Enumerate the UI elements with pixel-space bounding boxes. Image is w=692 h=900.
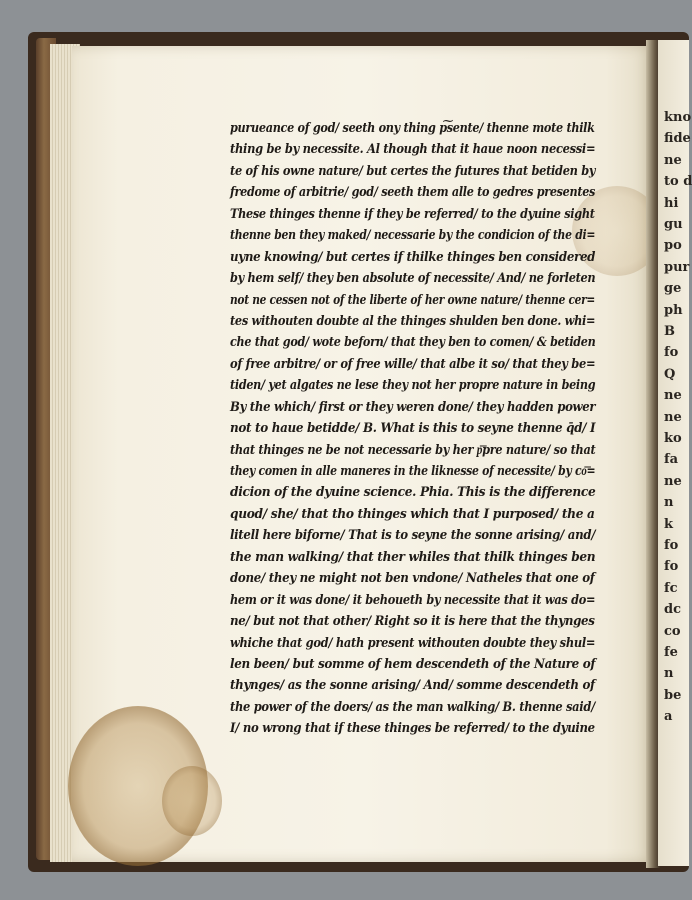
facing-page-fragment: fo — [664, 345, 679, 361]
text-line: te of his owne nature/ but certes the futures that betiden by — [230, 163, 596, 179]
text-line: quod/ she/ that tho thinges which that I purposed/ the a — [230, 506, 595, 522]
facing-page-fragment: fo — [664, 538, 679, 553]
facing-page-fragment: B — [664, 324, 675, 339]
facing-page-fragment: to d — [664, 174, 692, 190]
facing-page-fragment: ne — [664, 473, 682, 489]
facing-page-fragment: fa — [664, 452, 679, 468]
facing-page-fragment: k — [664, 516, 674, 532]
facing-page-fragment: ph — [664, 302, 683, 318]
text-line: ne/ but not that other/ Right so it is here that the thynges — [230, 614, 595, 630]
facing-page-fragment: be — [664, 687, 682, 703]
text-line: purueance of god/ seeth ony thing p͠sente/ thenne mote thilk — [230, 121, 595, 136]
text-line: the power of the doers/ as the man walking/ B. thenne said/ — [230, 699, 595, 715]
facing-page-fragment: Q — [664, 366, 676, 382]
text-line: thing be by necessite. Al though that it haue noon necessi= — [230, 142, 596, 158]
text-line: che that god/ wote beforn/ that they ben to comen/ & betiden — [230, 335, 596, 351]
facing-page-fragment: dc — [664, 602, 682, 618]
text-line: len been/ but somme of hem descendeth of the Nature of — [230, 656, 596, 672]
text-line: thenne ben they maked/ necessarie by the condicion of the di= — [230, 228, 596, 244]
text-line: of free arbitre/ or of free wille/ that albe it so/ that they be= — [230, 356, 596, 372]
facing-page-fragment: pur — [664, 259, 690, 275]
text-line: tes withouten doubte al the thinges shulden ben done. whi= — [230, 313, 596, 329]
facing-page-fragment: n — [664, 666, 674, 682]
text-line: tiden/ yet algates ne lese they not her propre nature in being — [230, 378, 596, 394]
facing-page-fragment: a — [664, 709, 673, 725]
facing-page-fragment: po — [664, 238, 682, 254]
text-line: fredome of arbitrie/ god/ seeth them alle to gedres presentes — [230, 185, 596, 201]
facing-page-fragment: co — [664, 623, 681, 639]
text-line: whiche that god/ hath present withouten doubte they shul= — [230, 635, 596, 651]
text-line: not ne cessen not of the liberte of her owne nature/ thenne cer= — [230, 292, 596, 308]
facing-page-fragment: kno — [664, 110, 692, 125]
facing-page-fragment: fe — [664, 645, 678, 660]
text-line: by hem self/ they ben absolute of necessite/ And/ ne forleten — [230, 271, 596, 287]
facing-page-fragment: fo — [664, 559, 679, 575]
text-line: By the which/ first or they weren done/ they hadden power — [230, 399, 596, 415]
text-line: litell here biforne/ That is to seyne the sonne arising/ and/ — [230, 528, 596, 544]
facing-page-fragment: n — [664, 495, 674, 511]
facing-page-fragment: gu — [664, 217, 683, 232]
water-stain-small — [162, 766, 222, 836]
text-line: dicion of the dyuine science. Phia. This is the difference — [230, 485, 596, 501]
facing-page-fragment: ko — [664, 431, 682, 446]
text-line: hem or it was done/ it behoueth by necessite that it was do= — [230, 592, 596, 608]
facing-page-fragment: hi — [664, 195, 679, 211]
facing-page — [658, 40, 692, 866]
facing-page-fragment: fide — [664, 131, 691, 147]
facing-page-fragment: ne — [664, 388, 682, 404]
facing-page-fragment: fc — [664, 580, 678, 596]
text-line: I/ no wrong that if these thinges be referred/ to the dyuine — [230, 721, 595, 737]
text-line: uyne knowing/ but certes if thilke thinges ben considered — [230, 249, 596, 265]
facing-page-fragment: ne — [664, 152, 682, 168]
body-text — [230, 118, 595, 740]
facing-page-fragment: ge — [664, 281, 682, 297]
facing-page-fragment: ne — [664, 409, 682, 425]
text-line: These thinges thenne if they be referred/ to the dyuine sight — [230, 206, 595, 222]
text-line: done/ they ne might not ben vndone/ Natheles that one of — [230, 571, 595, 587]
text-line: that thinges ne be not necessarie by her p͞pre nature/ so that — [230, 442, 596, 458]
text-line: not to haue betidde/ B. What is this to seyne thenne q̄d/ I — [230, 421, 596, 437]
text-line: the man walking/ that ther whiles that thilk thinges ben — [230, 549, 596, 565]
text-line: they comen in alle maneres in the liknesse of necessite/ by co͞= — [230, 464, 596, 479]
text-line: thynges/ as the sonne arising/ And/ somme descendeth of — [230, 678, 595, 694]
